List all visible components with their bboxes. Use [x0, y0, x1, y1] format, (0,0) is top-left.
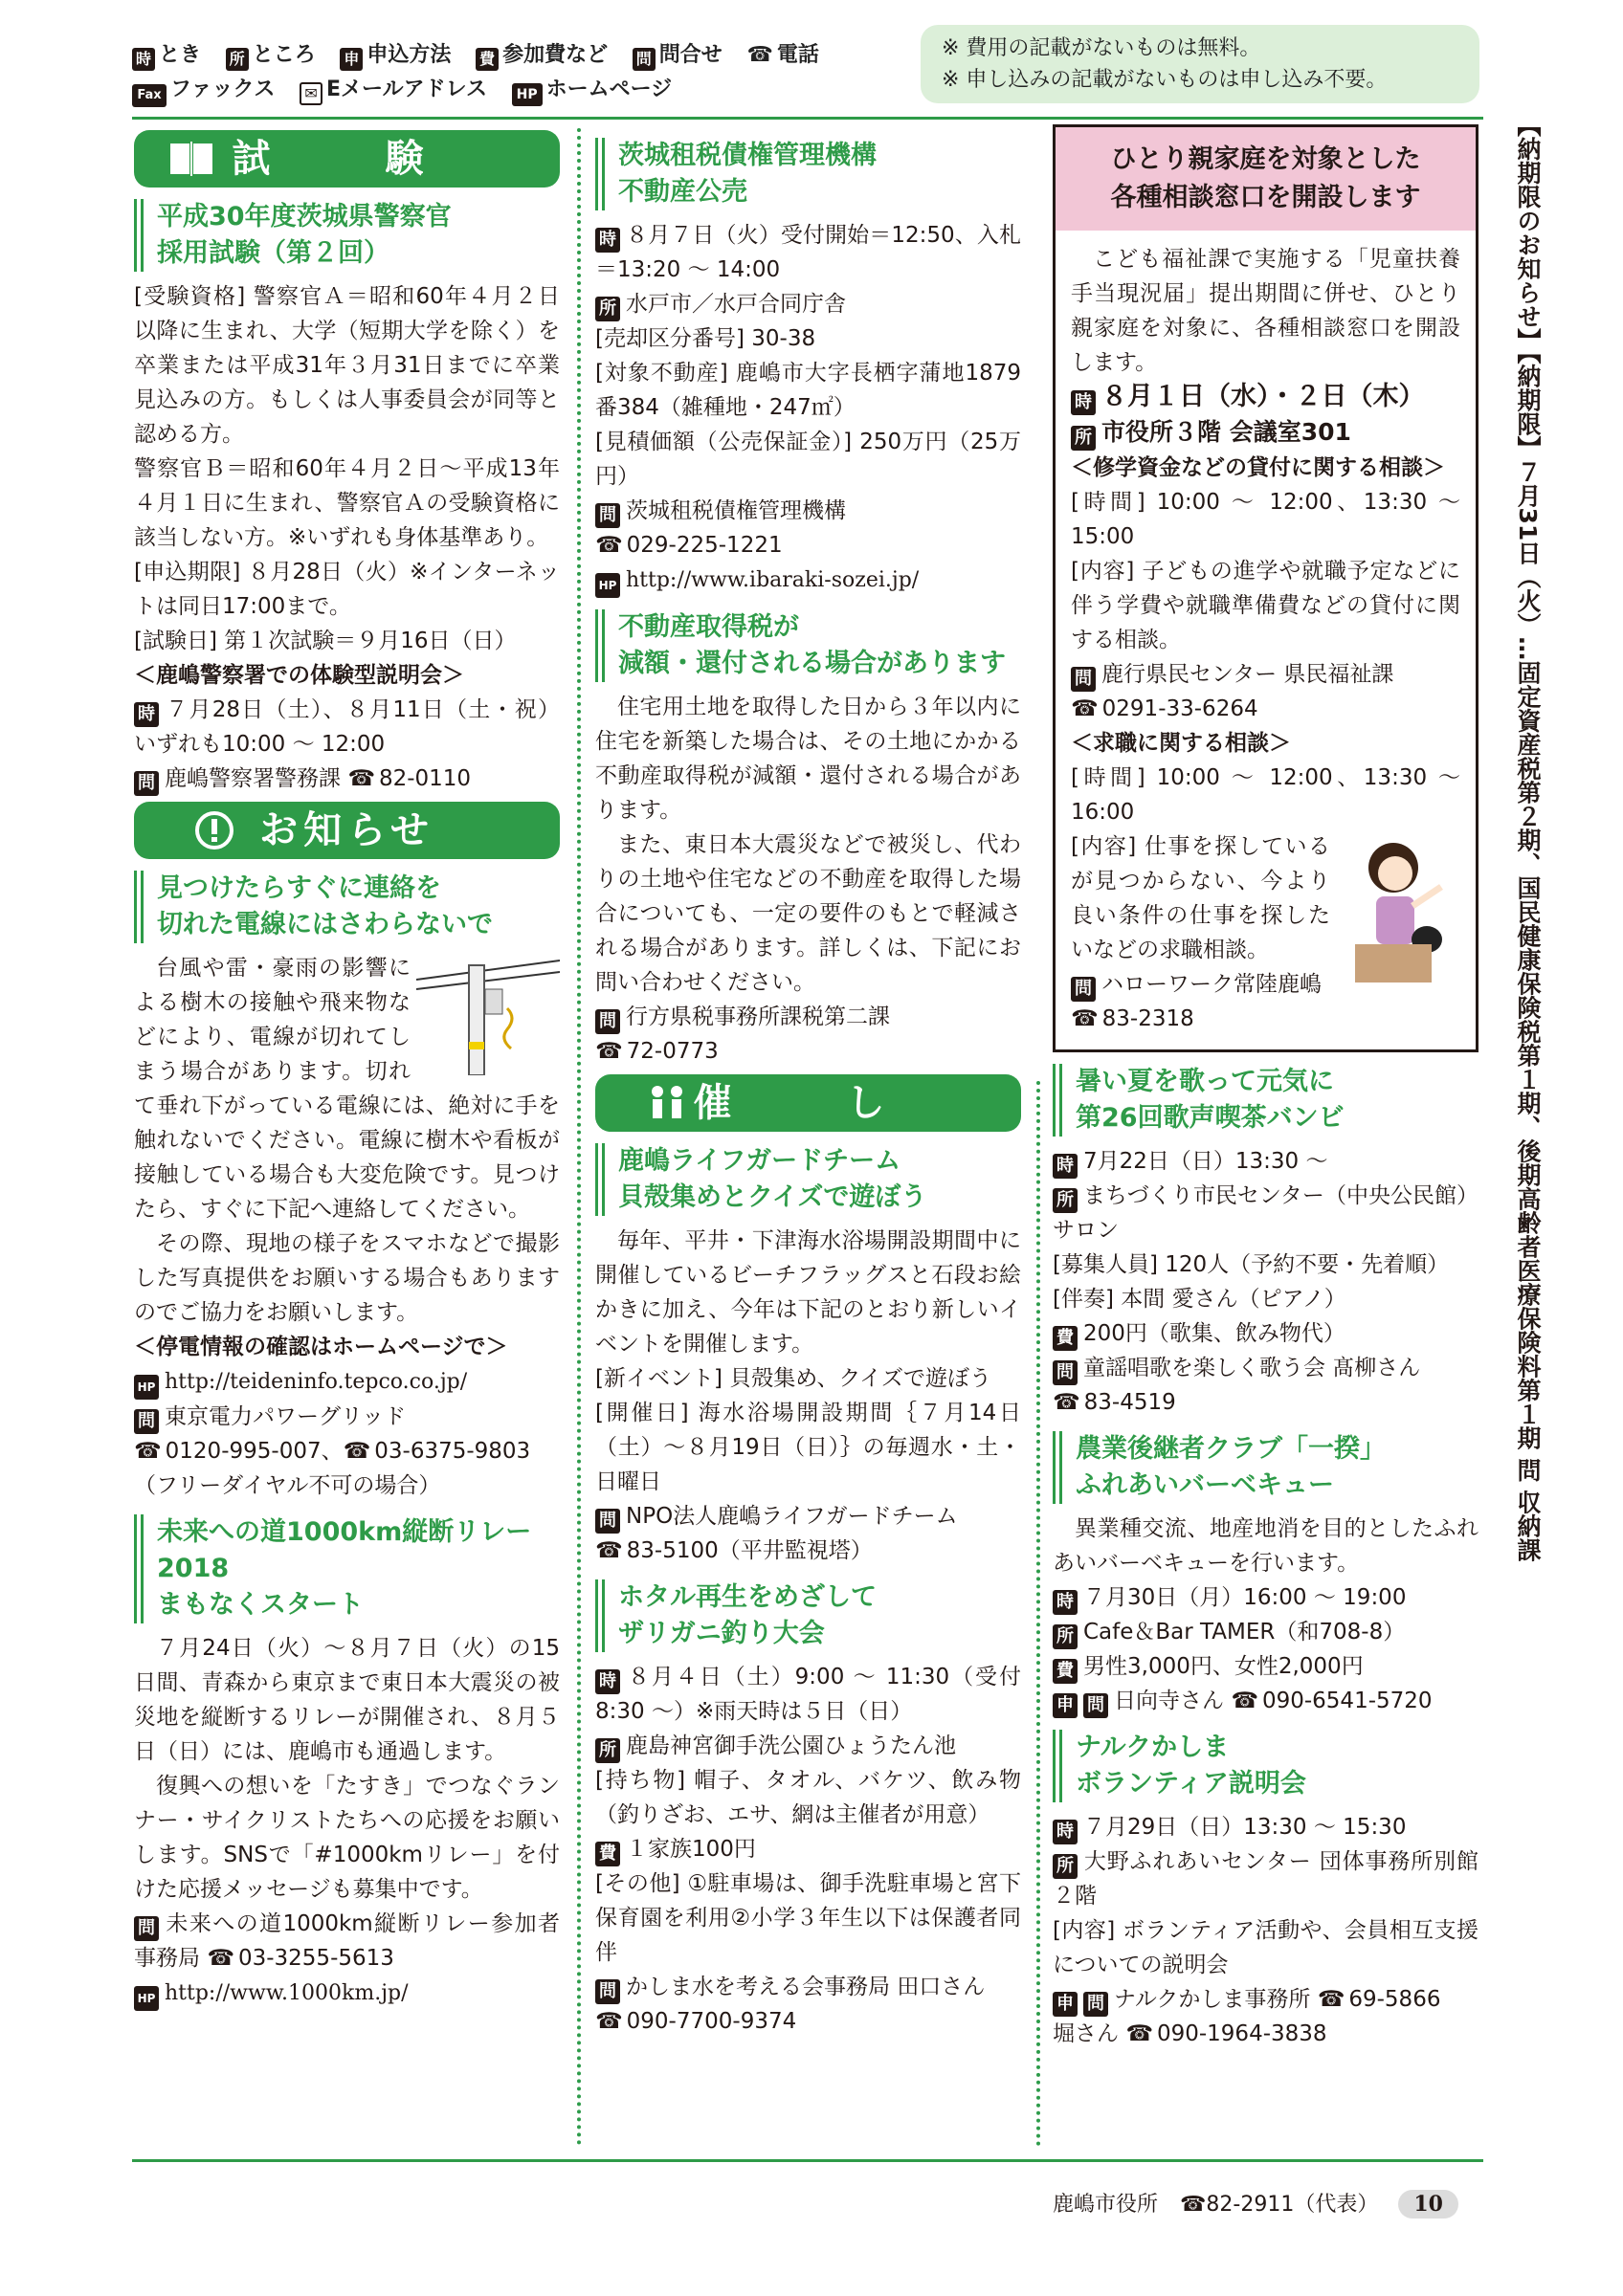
place-icon: 所 — [1053, 1854, 1078, 1879]
time-icon: 時 — [1071, 390, 1096, 415]
article-phone: ☎ 0120-995-007、☎ 03-6375-9803 — [134, 1439, 531, 1464]
woman-searching-illustration — [1336, 829, 1460, 992]
article-contact: 申 問 日向寺さん ☎ 090-6541-5720 — [1053, 1684, 1478, 1718]
article-title: ナルクかしま ボランティア説明会 — [1053, 1730, 1478, 1802]
column-3 — [1053, 124, 1478, 2051]
article-text: [時間] 10:00 ～ 12:00、13:30 ～ 15:00 — [1071, 490, 1460, 549]
article-text: 復興への想いを「たすき」でつなぐランナー・サイクリストたちへの応援をお願いします。SNSで「#1000kmリレー」を付けた応援メッセージも募集中です。 — [134, 1774, 560, 1902]
fee-icon: 費 — [595, 1842, 620, 1866]
article-place: 所 市役所３階 会議室301 — [1071, 415, 1460, 451]
page-number: 10 — [1398, 2190, 1458, 2219]
article-place: 所 水戸市／水戸合同庁舎 — [595, 287, 1021, 321]
article-time: 時 ７月30日（月）16:00 ～ 19:00 — [1053, 1580, 1478, 1615]
article-place: 所 大野ふれあいセンター 団体事務所別館２階 — [1053, 1849, 1478, 1909]
article-time: 時 7月22日（日）13:30 ～ — [1053, 1144, 1478, 1179]
article-fee: 費 200円（歌集、飲み物代） — [1053, 1316, 1478, 1351]
article-contact: 問 東京電力パワーグリッド — [134, 1400, 560, 1434]
article-phone: ☎ 029-225-1221 — [595, 533, 783, 558]
phone-icon: ☎ — [595, 2009, 623, 2034]
apply-icon: 申 — [1053, 1693, 1078, 1718]
homepage-icon: HP — [595, 573, 620, 598]
tax-deadline-strip: 【納期限のお知らせ】【納期限】７月31日（火）…固定資産税第２期、国民健康保険税第１期、後期高齢者医療保険料第１期 問 収納課 — [1514, 113, 1542, 1562]
book-icon — [168, 138, 214, 180]
article-text: [その他] ①駐車場は、御手洗駐車場と宮下保育園を利用②小学３年生以下は保護者同伴 — [595, 1871, 1021, 1965]
article-phone: ☎ 83-4519 — [1053, 1390, 1176, 1415]
consultation-box — [1053, 124, 1478, 1052]
legend-item: ☎ 電話 — [746, 43, 819, 67]
article-text: ７月24日（火）～８月７日（火）の15日間、青森から東京まで東日本大震災の被災地を縦断するリレーが開催され、８月５日（日）には、鹿嶋市も通過します。 — [134, 1636, 560, 1764]
article-text: [新イベント] 貝殻集め、クイズで遊ぼう — [595, 1366, 991, 1391]
article-subheading: ＜修学資金などの貸付に関する相談＞ — [1071, 455, 1445, 480]
article-text: 住宅用土地を取得した日から３年以内に住宅を新築した場合は、その土地にかかる不動産取得税が減額・還付される場合があります。 — [595, 695, 1021, 823]
inquiry-icon: 問 — [595, 1979, 620, 2004]
article-title: 未来への道1000km縦断リレー2018 まもなくスタート — [134, 1514, 560, 1623]
phone-icon: ☎ — [1231, 1689, 1258, 1713]
article-contact: 問 童謡唱歌を楽しく歌う会 髙柳さん — [1053, 1351, 1478, 1385]
phone-icon: ☎ — [1071, 1006, 1099, 1031]
place-icon: 所 — [1071, 426, 1096, 451]
phone-icon: ☎ — [1071, 696, 1099, 721]
apply-icon: 申 — [340, 48, 363, 71]
footer — [1053, 2188, 1458, 2219]
article-text: [募集人員] 120人（予約不要・先着順） — [1053, 1252, 1450, 1277]
inquiry-icon: 問 — [1071, 667, 1096, 692]
email-icon: ✉ — [300, 82, 322, 105]
place-icon: 所 — [595, 297, 620, 321]
fax-icon: Fax — [132, 84, 167, 107]
footer-rule — [132, 2159, 1483, 2162]
section-title: お知らせ — [259, 808, 434, 852]
article-contact: 問 未来への道1000km縦断リレー参加者事務局 ☎ 03-3255-5613 — [134, 1911, 560, 1971]
place-icon: 所 — [1053, 1188, 1078, 1213]
legend-item: 問 問合せ — [633, 38, 723, 73]
article-text: また、東日本大震災などで被災し、代わりの土地や住宅などの不動産を取得した場合についても、一定の要件のもとで軽減される場合があります。詳しくは、下記にお問い合わせください。 — [595, 832, 1022, 995]
place-icon: 所 — [1053, 1624, 1078, 1649]
article-contact: 問 茨城租税債権管理機構 — [595, 494, 1021, 528]
article-text: [受験資格] 警察官Ａ＝昭和60年４月２日以降に生まれ、大学（短期大学を除く）を卒業または平成31年３月31日までに卒業見込みの方。もしくは人事委員会が同等と認める方。 — [134, 284, 560, 447]
footer-office: 鹿嶋市役所 — [1053, 2193, 1159, 2217]
time-icon: 時 — [1053, 1590, 1078, 1615]
inquiry-icon: 問 — [134, 1916, 159, 1941]
power-pole-illustration — [416, 951, 560, 1075]
phone-icon: ☎ — [595, 533, 623, 558]
footer-phone: ☎82-2911（代表） — [1180, 2193, 1379, 2217]
article-text: 異業種交流、地産地消を目的としたふれあいバーベキューを行います。 — [1053, 1516, 1478, 1576]
legend-item: ✉ Eメールアドレス — [300, 73, 487, 107]
article-subheading: ＜鹿嶋警察署での体験型説明会＞ — [134, 663, 464, 688]
column-divider — [1036, 1081, 1040, 2147]
article-text: [持ち物] 帽子、タオル、バケツ、飲み物（釣りざお、エサ、網は主催者が用意） — [595, 1768, 1021, 1827]
time-icon: 時 — [132, 48, 155, 71]
article-place: 所 まちづくり市民センター（中央公民館）サロン — [1053, 1183, 1478, 1243]
inquiry-icon: 問 — [595, 1509, 620, 1534]
article-title: ホタル再生をめざして ザリガニ釣り大会 — [595, 1579, 1021, 1652]
section-band-events — [595, 1074, 1021, 1132]
legend-item: 費 参加費など — [476, 38, 608, 73]
inquiry-icon: 問 — [134, 1409, 159, 1434]
legend-row-2 — [132, 73, 917, 107]
article-contact: 問 鹿行県民センター 県民福祉課 — [1071, 657, 1460, 692]
article-place: 所 鹿島神宮御手洗公園ひょうたん池 — [595, 1729, 1021, 1763]
inquiry-icon: 問 — [1083, 1992, 1108, 2017]
section-title: 催 し — [693, 1081, 923, 1125]
article-subheading: ＜停電情報の確認はホームページで＞ — [134, 1335, 508, 1359]
time-icon: 時 — [1053, 1154, 1078, 1179]
section-title: 試 験 — [232, 137, 462, 181]
article-text: [開催日] 海水浴場開設期間｛７月14日（土）～８月19日（日）｝の毎週水・土・日曜日 — [595, 1401, 1021, 1494]
inquiry-icon: 問 — [595, 503, 620, 528]
article-time: 時 ７月28日（土）、８月11日（土・祝）いずれも10:00 ～ 12:00 — [134, 697, 560, 757]
phone-icon: ☎ — [1053, 1390, 1080, 1415]
phone-icon: ☎ — [595, 1039, 623, 1064]
article-phone: ☎ 72-0773 — [595, 1039, 719, 1064]
place-icon: 所 — [595, 1738, 620, 1763]
homepage-icon: HP — [512, 83, 543, 106]
column-divider — [577, 128, 581, 2147]
article-link[interactable]: HP http://www.1000km.jp/ — [134, 1976, 560, 2011]
section-band-notice — [134, 802, 560, 859]
article-title: 茨城租税債権管理機構 不動産公売 — [595, 138, 1021, 210]
apply-icon: 申 — [1053, 1992, 1078, 2017]
exclamation-icon — [191, 809, 237, 851]
article-text: [内容] 子どもの進学や就職予定などに伴う学費や就職準備費などの貸付に関する相談。 — [1071, 559, 1460, 652]
inquiry-icon: 問 — [1083, 1693, 1108, 1718]
article-text: その際、現地の様子をスマホなどで撮影した写真提供をお願いする場合もありますのでご協力をお願いします。 — [134, 1231, 560, 1325]
article-title: 農業後継者クラブ「一揆」 ふれあいバーベキュー — [1053, 1431, 1478, 1504]
legend-item: HP ホームページ — [512, 73, 673, 107]
legend — [132, 38, 917, 107]
inquiry-icon: 問 — [595, 1009, 620, 1034]
column-2 — [595, 124, 1021, 2039]
box-title: ひとり親家庭を対象とした 各種相談窓口を開設します — [1056, 127, 1476, 231]
fee-icon: 費 — [1053, 1326, 1078, 1351]
time-icon: 時 — [595, 1669, 620, 1694]
article-subheading: ＜求職に関する相談＞ — [1071, 731, 1291, 756]
legend-item: Fax ファックス — [132, 73, 275, 107]
phone-icon: ☎ — [347, 766, 375, 791]
time-icon: 時 — [1053, 1820, 1078, 1844]
article-text: [内容] 仕事を探しているが見つからない、今より良い条件の仕事を探したいなどの求職相談。 — [1071, 834, 1330, 962]
article-fee: 費 １家族100円 — [595, 1832, 1021, 1866]
legend-item: 所 ところ — [226, 38, 316, 73]
article-time: 時 ７月29日（日）13:30 ～ 15:30 — [1053, 1810, 1478, 1844]
inquiry-icon: 問 — [633, 48, 656, 71]
article-text: [試験日] 第１次試験＝９月16日（日） — [134, 629, 517, 653]
fee-icon: 費 — [1053, 1659, 1078, 1684]
article-phone: ☎ 83-2318 — [1071, 1006, 1194, 1031]
inquiry-icon: 問 — [1053, 1360, 1078, 1385]
note-line: ※ 申し込みの記載がないものは申し込み不要。 — [942, 68, 1388, 92]
article-text: [売却区分番号] 30-38 — [595, 326, 816, 351]
article-title: 暑い夏を歌って元気に 第26回歌声喫茶バンビ — [1053, 1064, 1478, 1137]
inquiry-icon: 問 — [134, 771, 159, 796]
phone-icon: ☎ — [746, 43, 773, 67]
article-text: 警察官Ｂ＝昭和60年４月２日～平成13年４月１日に生まれ、警察官Ａの受験資格に該当しない方。※いずれも身体基準あり。 — [134, 456, 560, 550]
fee-note — [921, 25, 1479, 103]
article-text: こども福祉課で実施する「児童扶養手当現況届」提出期間に併せ、ひとり親家庭を対象に、各種相談窓口を開設します。 — [1071, 247, 1460, 375]
legend-item: 時 とき — [132, 38, 201, 73]
homepage-icon: HP — [134, 1986, 159, 2011]
inquiry-icon: 問 — [1071, 977, 1096, 1002]
article-time: 時 ８月１日（水）・２日（木） — [1071, 380, 1460, 415]
place-icon: 所 — [226, 48, 249, 71]
article-text: [申込期限] ８月28日（火）※インターネットは同日17:00まで。 — [134, 560, 560, 619]
phone-icon: ☎ — [343, 1439, 371, 1464]
time-icon: 時 — [595, 228, 620, 253]
article-phone: 堀さん ☎ 090-1964-3838 — [1053, 2021, 1327, 2046]
time-icon: 時 — [134, 702, 159, 727]
article-contact: 申 問 ナルクかしま事務所 ☎ 69-5866 — [1053, 1982, 1478, 2017]
phone-icon: ☎ — [207, 1946, 234, 1971]
article-text: [伴奏] 本間 愛さん（ピアノ） — [1053, 1287, 1346, 1312]
note-line: ※ 費用の記載がないものは無料。 — [942, 36, 1261, 60]
article-text: [対象不動産] 鹿嶋市大字長栖字蒲地1879番384（雑種地・247㎡） — [595, 361, 1021, 420]
article-title: 不動産取得税が 減額・還付される場合があります — [595, 609, 1021, 682]
legend-row-1 — [132, 38, 917, 73]
article-contact: 問 鹿嶋警察署警務課 ☎ 82-0110 — [134, 762, 560, 796]
article-place: 所 Cafe＆Bar TAMER（和708-8） — [1053, 1615, 1478, 1649]
phone-icon: ☎ — [134, 1439, 162, 1464]
column-1 — [134, 124, 560, 2011]
section-band-exam — [134, 130, 560, 188]
article-link[interactable]: HP http://teideninfo.tepco.co.jp/ — [134, 1364, 560, 1400]
phone-icon: ☎ — [1317, 1987, 1345, 2012]
article-text: [内容] ボランティア活動や、会員相互支援についての説明会 — [1053, 1918, 1478, 1977]
article-time: 時 ８月７日（火）受付開始＝12:50、入札＝13:20 ～ 14:00 — [595, 223, 1021, 282]
header-rule — [132, 117, 1483, 120]
legend-item: 申 申込方法 — [340, 38, 451, 73]
phone-icon: ☎ — [1125, 2021, 1153, 2046]
article-contact: 問 NPO法人鹿嶋ライフガードチーム — [595, 1499, 1021, 1534]
article-contact: 問 行方県税事務所課税第二課 — [595, 1000, 1021, 1034]
article-time: 時 ８月４日（土）9:00 ～ 11:30（受付8:30 ～）※雨天時は５日（日） — [595, 1665, 1021, 1724]
article-contact: 問 ハローワーク常陸鹿嶋 — [1071, 967, 1460, 1002]
article-phone: ☎ 83-5100（平井監視塔） — [595, 1538, 873, 1563]
article-phone: ☎ 0291-33-6264 — [1071, 696, 1258, 721]
article-text: （フリーダイヤル不可の場合） — [134, 1473, 441, 1498]
article-title: 見つけたらすぐに連絡を 切れた電線にはさわらないで — [134, 871, 560, 943]
phone-icon: ☎ — [595, 1538, 623, 1563]
article-text: [時間] 10:00 ～ 12:00、13:30 ～ 16:00 — [1071, 765, 1460, 825]
article-title: 鹿嶋ライフガードチーム 貝殻集めとクイズで遊ぼう — [595, 1143, 1021, 1216]
article-text: [見積価額（公売保証金）] 250万円（25万円） — [595, 430, 1021, 489]
article-phone: ☎ 090-7700-9374 — [595, 2009, 797, 2034]
article-title: 平成30年度茨城県警察官 採用試験（第２回） — [134, 199, 560, 272]
article-text: 毎年、平井・下津海水浴場開設期間中に開催しているビーチフラッグスと石段お絵かきに加え、今年は下記のとおり新しいイベントを開催します。 — [595, 1228, 1021, 1357]
article-text: 台風や雷・豪雨の影響による樹木の接触や飛来物などにより、電線が切れてしまう場合があります。切れて垂れ下がっている電線には、絶対に手を触れないでください。電線に樹木や看板が接触している場合も大変危険です。見つけたら、すぐに下記へ連絡してください。 — [134, 956, 560, 1222]
article-contact: 問 かしま水を考える会事務局 田口さん — [595, 1970, 1021, 2004]
article-fee: 費 男性3,000円、女性2,000円 — [1053, 1649, 1478, 1684]
people-icon — [634, 1082, 700, 1124]
fee-icon: 費 — [476, 48, 499, 71]
article-link[interactable]: HP http://www.ibaraki-sozei.jp/ — [595, 563, 1021, 598]
homepage-icon: HP — [134, 1375, 159, 1400]
